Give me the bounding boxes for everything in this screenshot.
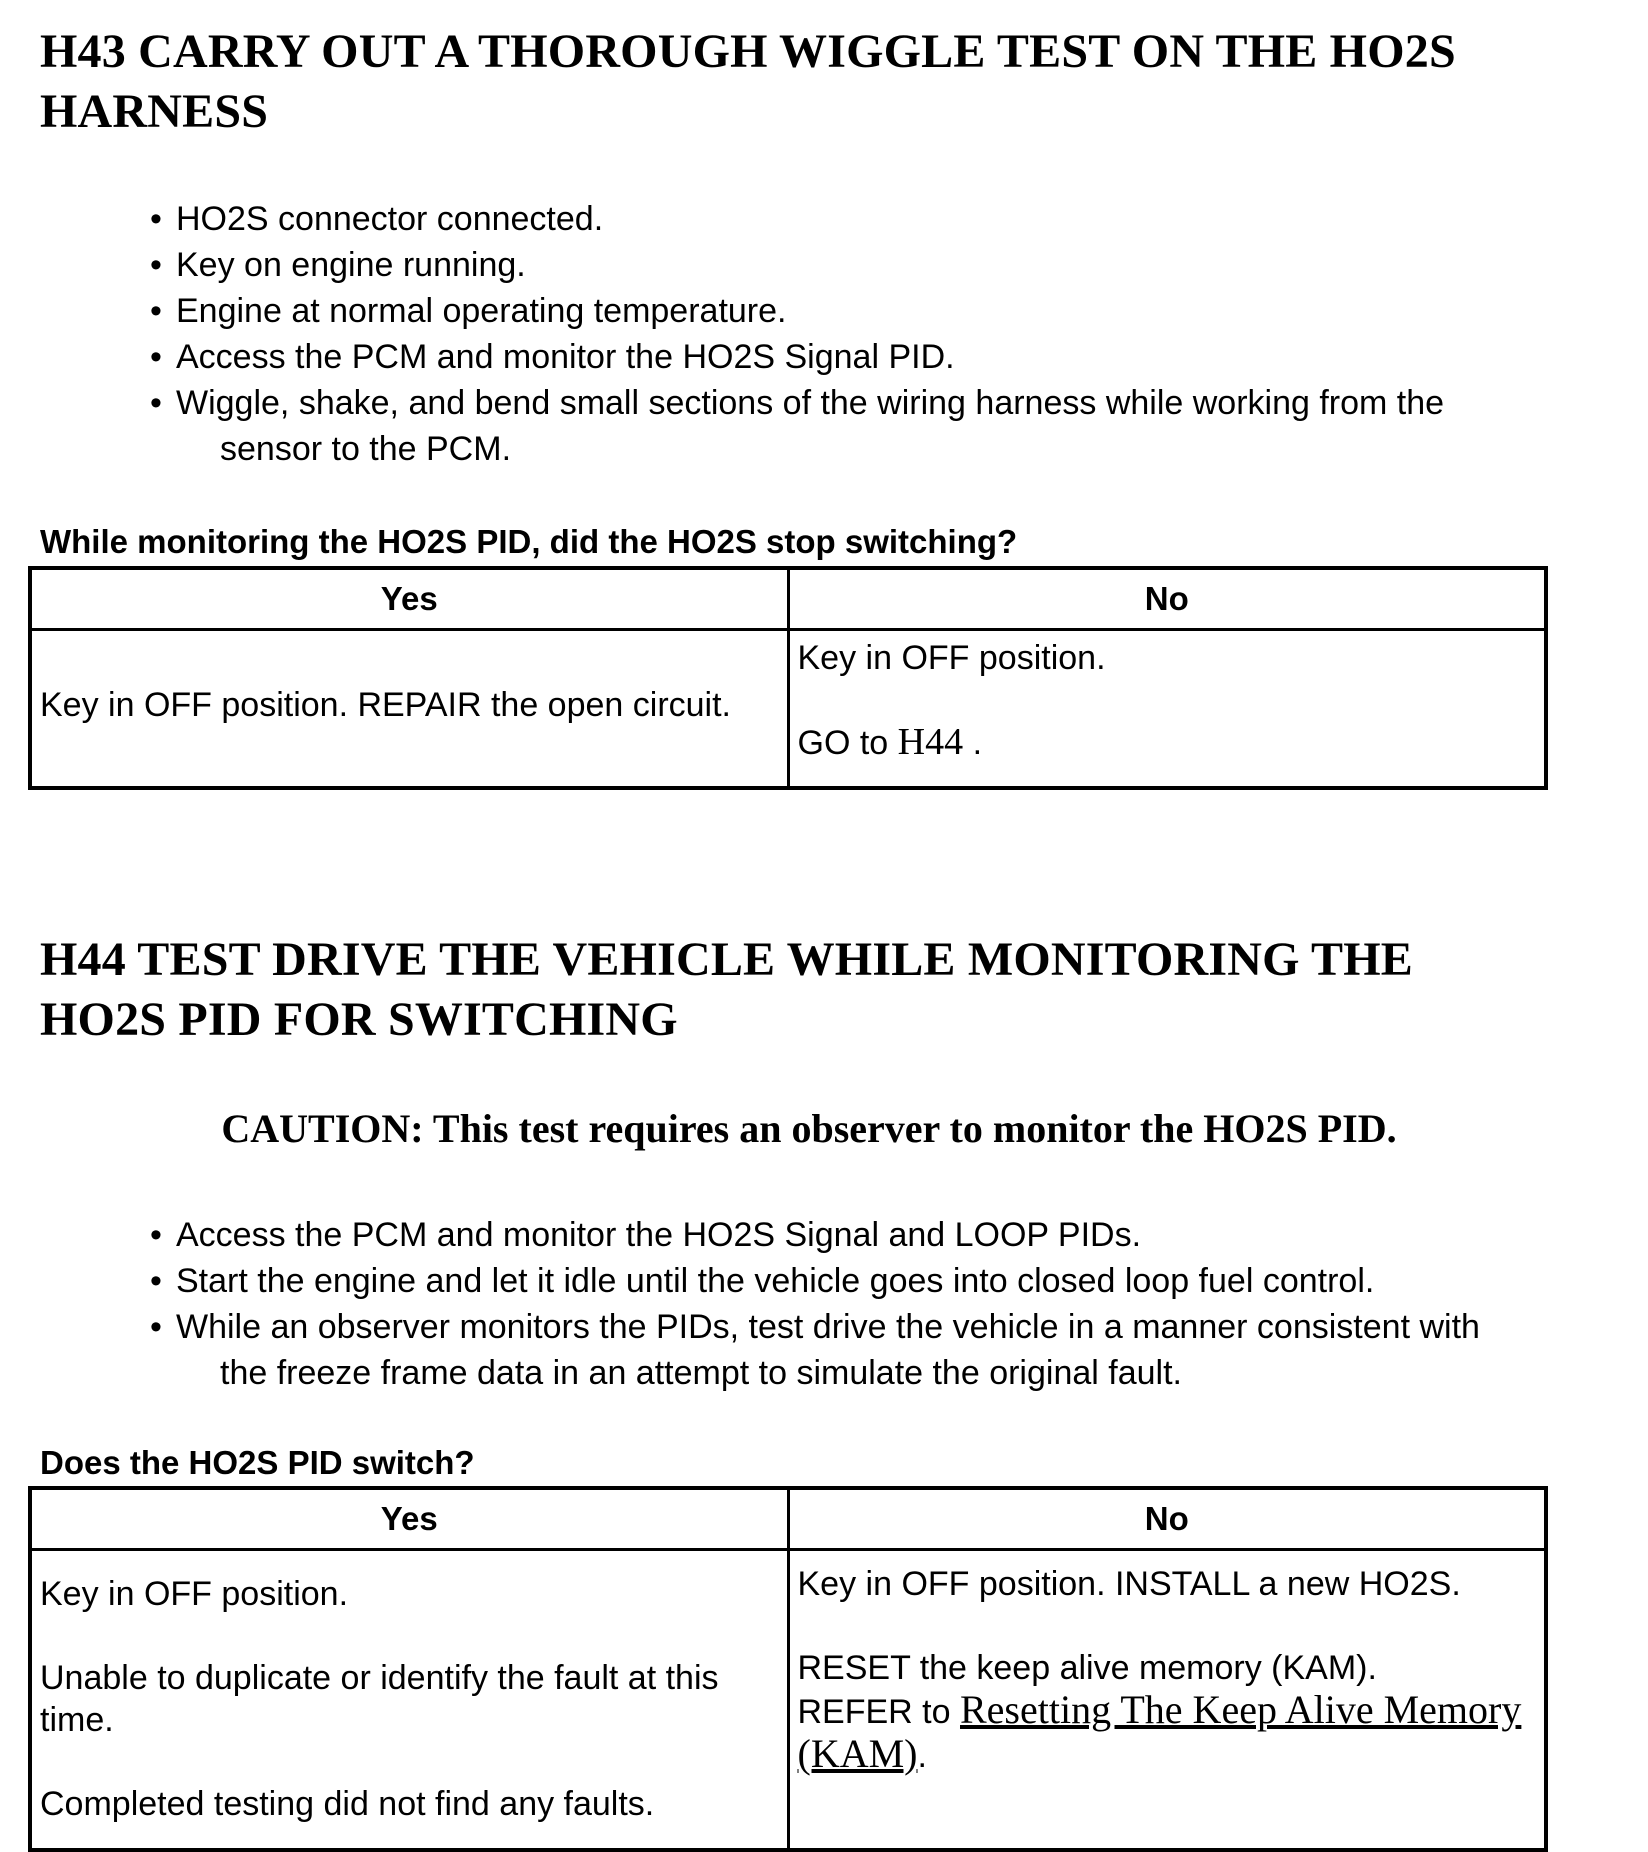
resetting-kam-link[interactable]: Resetting The Keep Alive Memory (KAM) <box>797 1687 1522 1776</box>
no-column-header: No <box>788 1488 1546 1550</box>
bullet-icon: • <box>150 292 162 330</box>
yes-column-header: Yes <box>30 1488 788 1550</box>
step-h44-title-line2: HO2S PID FOR SWITCHING <box>40 993 678 1046</box>
bullet-icon: • <box>150 338 162 376</box>
bullet-icon: • <box>150 246 162 284</box>
list-item: • HO2S connector connected. <box>150 196 1630 242</box>
h43-decision-table <box>28 566 1548 790</box>
step-h44-title-line1: H44 TEST DRIVE THE VEHICLE WHILE MONITORING THE <box>40 933 1413 986</box>
step-h44-title <box>40 930 1620 1050</box>
list-item: • Start the engine and let it idle until the vehicle goes into closed loop fuel control. <box>150 1258 1630 1304</box>
h44-bullet-list <box>150 1212 1630 1396</box>
no-cell: Key in OFF position. INSTALL a new HO2S. RESET the keep alive memory (KAM). REFER to Resetting The Keep Alive Memory (KAM). <box>788 1550 1546 1850</box>
list-item: • Key on engine running. <box>150 242 1630 288</box>
bullet-icon: • <box>150 1262 162 1300</box>
list-item: • Access the PCM and monitor the HO2S Signal PID. <box>150 334 1630 380</box>
yes-column-header: Yes <box>30 568 788 630</box>
bullet-continuation: sensor to the PCM. <box>220 430 512 468</box>
h44-question: Does the HO2S PID switch? <box>40 1444 475 1481</box>
list-item: • While an observer monitors the PIDs, test drive the vehicle in a manner consistent with the freeze frame data in an attempt to simulate the original fault. <box>150 1304 1630 1396</box>
h44-step-reference[interactable]: H44 <box>897 721 964 763</box>
h43-question: While monitoring the HO2S PID, did the HO2S stop switching? <box>40 523 1018 560</box>
step-h43-title-line2: HARNESS <box>40 85 269 138</box>
yes-cell: Key in OFF position. Unable to duplicate or identify the fault at this time. Completed testing did not find any faults. <box>30 1550 788 1850</box>
list-item: • Engine at normal operating temperature. <box>150 288 1630 334</box>
step-h43-title <box>40 22 1620 142</box>
bullet-icon: • <box>150 200 162 238</box>
bullet-icon: • <box>150 1308 162 1346</box>
yes-cell: Key in OFF position. REPAIR the open circuit. <box>30 630 788 788</box>
h44-decision-table <box>28 1486 1548 1852</box>
bullet-continuation: the freeze frame data in an attempt to simulate the original fault. <box>220 1354 1182 1392</box>
bullet-icon: • <box>150 384 162 422</box>
caution-note: CAUTION: This test requires an observer to monitor the HO2S PID. <box>221 1106 1397 1151</box>
list-item: • Wiggle, shake, and bend small sections of the wiring harness while working from the sensor to the PCM. <box>150 380 1630 472</box>
bullet-icon: • <box>150 1216 162 1254</box>
no-column-header: No <box>788 568 1546 630</box>
h43-bullet-list <box>150 196 1630 472</box>
step-h43-title-line1: H43 CARRY OUT A THOROUGH WIGGLE TEST ON THE HO2S <box>40 25 1456 78</box>
list-item: • Access the PCM and monitor the HO2S Signal and LOOP PIDs. <box>150 1212 1630 1258</box>
no-cell: Key in OFF position. GO to H44 . <box>788 630 1546 788</box>
